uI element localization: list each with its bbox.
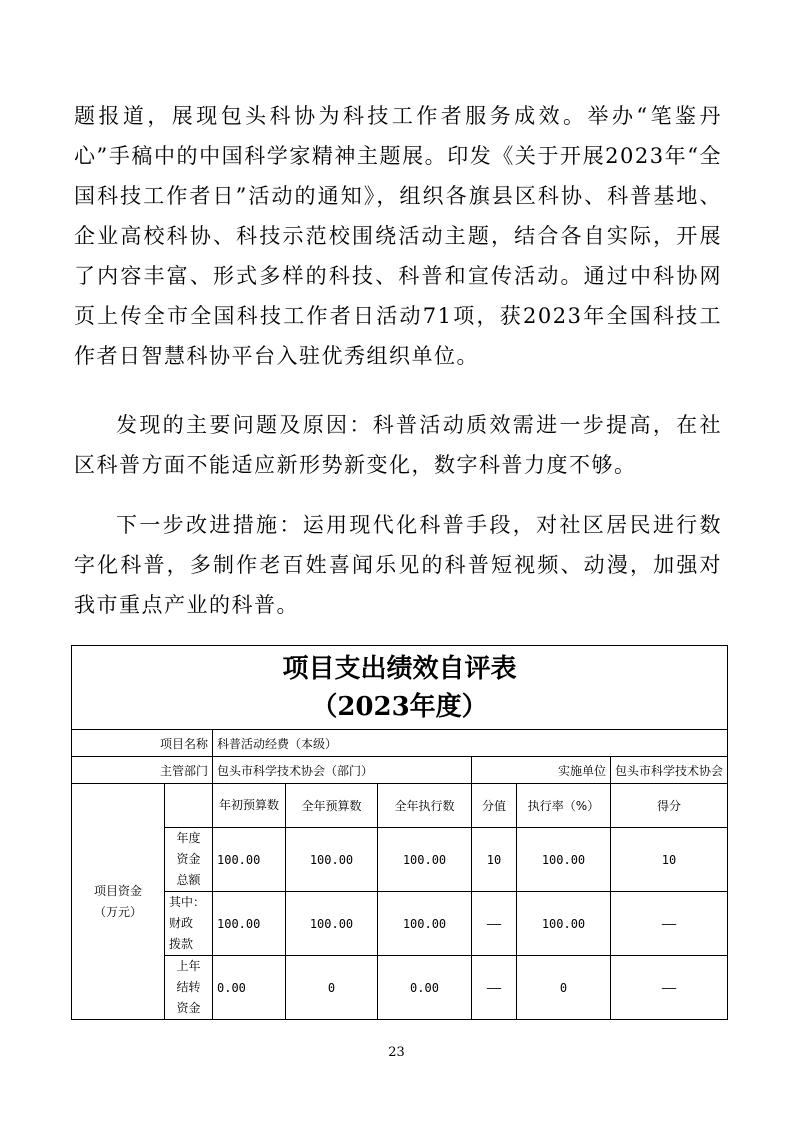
cell-rate: 0 (517, 956, 611, 1020)
header-annual-budget: 全年预算数 (286, 784, 378, 828)
performance-evaluation-table (71, 645, 728, 1020)
row-label-line: 资金 (176, 852, 201, 866)
header-exec-rate: 执行率（%） (517, 784, 611, 828)
row-label (165, 828, 213, 892)
cell-score: —— (611, 892, 728, 956)
cell-initial: 100.00 (213, 828, 286, 892)
header-score-value: 分值 (472, 784, 517, 828)
funds-unit: （万元） (93, 904, 142, 919)
cell-exec: 0.00 (378, 956, 472, 1020)
row-label-line: 结转 (176, 980, 201, 994)
impl-label: 实施单位 (472, 757, 611, 784)
table-row (72, 956, 728, 1020)
dept-label: 主管部门 (72, 757, 213, 784)
cell-annual: 0 (286, 956, 378, 1020)
cell-score: —— (611, 956, 728, 1020)
header-blank (165, 784, 213, 828)
funds-label: 项目资金 (93, 883, 142, 898)
cell-annual: 100.00 (286, 828, 378, 892)
project-name-label: 项目名称 (72, 730, 213, 757)
project-name-value: 科普活动经费（本级） (213, 730, 728, 757)
row-label-line: 总额 (176, 873, 201, 887)
header-annual-exec: 全年执行数 (378, 784, 472, 828)
cell-rate: 100.00 (517, 892, 611, 956)
cell-value: —— (472, 892, 517, 956)
cell-value: —— (472, 956, 517, 1020)
table-subtitle: （2023年度） (311, 691, 488, 722)
header-score: 得分 (611, 784, 728, 828)
cell-value: 10 (472, 828, 517, 892)
page-number: 23 (388, 1045, 405, 1060)
row-label (165, 956, 213, 1020)
dept-value: 包头市科学技术协会（部门） (213, 757, 472, 784)
cell-rate: 100.00 (517, 828, 611, 892)
row-label-line: 年度 (176, 831, 201, 845)
row-label-line: 财政 (169, 916, 194, 930)
table-row (72, 828, 728, 892)
cell-annual: 100.00 (286, 892, 378, 956)
row-label (165, 892, 213, 956)
row-label-line: 资金 (176, 1001, 201, 1015)
row-label-line: 上年 (176, 959, 201, 973)
paragraph-achievements: 题报道，展现包头科协为科技工作者服务成效。举办“笔鉴丹心”手稿中的中国科学家精神主题展。印发《关于开展2023年“全国科技工作者日”活动的通知》，组织各旗县区科协、科普基地、企业高校科协、科技示范校围绕活动主题，结合各自实际，开展了内容丰富、形式多样的科技、科普和宣传活动。通过中科协网页上传全市全国科技工作者日活动71项，获2023年全国科技工作者日智慧科协平台入驻优秀组织单位。 (74, 104, 722, 368)
impl-value: 包头市科学技术协会 (611, 757, 728, 784)
cell-exec: 100.00 (378, 892, 472, 956)
cell-initial: 100.00 (213, 892, 286, 956)
cell-initial: 0.00 (213, 956, 286, 1020)
row-label-line: 其中： (169, 895, 206, 909)
paragraph-problems: 发现的主要问题及原因：科普活动质效需进一步提高，在社区科普方面不能适应新形势新变化，数字科普力度不够。 (74, 413, 722, 477)
cell-exec: 100.00 (378, 828, 472, 892)
paragraph-improvements: 下一步改进措施：运用现代化科普手段，对社区居民进行数字化科普，多制作老百姓喜闻乐见的科普短视频、动漫，加强对我市重点产业的科普。 (74, 513, 722, 617)
table-row (72, 892, 728, 956)
funds-label-cell (72, 784, 165, 1020)
table-title: 项目支出绩效自评表 (282, 653, 517, 684)
table-title-cell (72, 646, 728, 730)
cell-score: 10 (611, 828, 728, 892)
header-initial-budget: 年初预算数 (213, 784, 286, 828)
row-label-line: 拨款 (169, 937, 194, 951)
